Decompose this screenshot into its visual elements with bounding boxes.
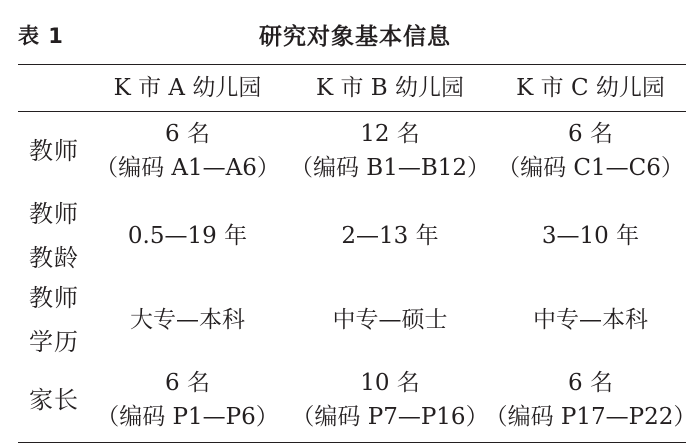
table-cell bbox=[495, 274, 686, 366]
row-header-line: 教师 bbox=[29, 284, 79, 312]
cell-line: （编码 P17—P22） bbox=[484, 404, 697, 430]
cell-line: （编码 A1—A6） bbox=[95, 155, 280, 181]
table-cell bbox=[285, 274, 495, 366]
cell-line: 6 名 bbox=[165, 370, 210, 396]
cell-line: 中专—本科 bbox=[533, 307, 648, 333]
table-cell bbox=[90, 192, 285, 280]
table-header-rule bbox=[18, 111, 686, 112]
cell-line: 6 名 bbox=[568, 370, 613, 396]
column-header-b: K 市 B 幼儿园 bbox=[315, 74, 465, 101]
row-header-education bbox=[18, 274, 90, 366]
table-bottom-rule bbox=[18, 442, 686, 443]
cell-line: 12 名 bbox=[360, 121, 420, 147]
cell-line: 6 名 bbox=[165, 121, 210, 147]
column-header-a: K 市 A 幼儿园 bbox=[113, 74, 262, 101]
table-cell bbox=[285, 362, 495, 438]
row-header-line: 学历 bbox=[29, 328, 79, 356]
cell-line: （编码 B1—B12） bbox=[289, 155, 490, 181]
cell-line: （编码 P1—P6） bbox=[96, 404, 279, 430]
cell-line: 3—10 年 bbox=[541, 223, 640, 249]
row-header-line: 教龄 bbox=[29, 244, 79, 272]
table-cell bbox=[285, 192, 495, 280]
row-header-parents bbox=[18, 362, 90, 438]
cell-line: 中专—硕士 bbox=[332, 307, 448, 333]
table-cell bbox=[495, 113, 686, 189]
cell-line: （编码 C1—C6） bbox=[497, 155, 684, 181]
table-caption bbox=[0, 0, 700, 64]
table-cell bbox=[495, 192, 686, 280]
cell-line: 6 名 bbox=[568, 121, 613, 147]
row-header-line: 教师 bbox=[29, 137, 79, 165]
row-header-line: 教师 bbox=[29, 200, 79, 228]
cell-line: 大专—本科 bbox=[130, 307, 245, 333]
row-header-teachers bbox=[18, 113, 90, 189]
table-cell bbox=[484, 362, 697, 438]
table-cell bbox=[285, 113, 495, 189]
cell-line: 0.5—19 年 bbox=[127, 223, 248, 249]
row-header-line: 家长 bbox=[29, 386, 79, 414]
row-header-teaching-years bbox=[18, 192, 90, 280]
table-number: 表 1 bbox=[18, 24, 64, 48]
cell-line: 10 名 bbox=[360, 370, 420, 396]
cell-line: （编码 P7—P16） bbox=[291, 404, 489, 430]
table-cell bbox=[90, 274, 285, 366]
cell-line: 2—13 年 bbox=[341, 223, 439, 249]
table-cell bbox=[90, 362, 285, 438]
column-header-c: K 市 C 幼儿园 bbox=[516, 74, 665, 101]
table-title: 研究对象基本信息 bbox=[259, 24, 451, 50]
table-cell bbox=[90, 113, 285, 189]
